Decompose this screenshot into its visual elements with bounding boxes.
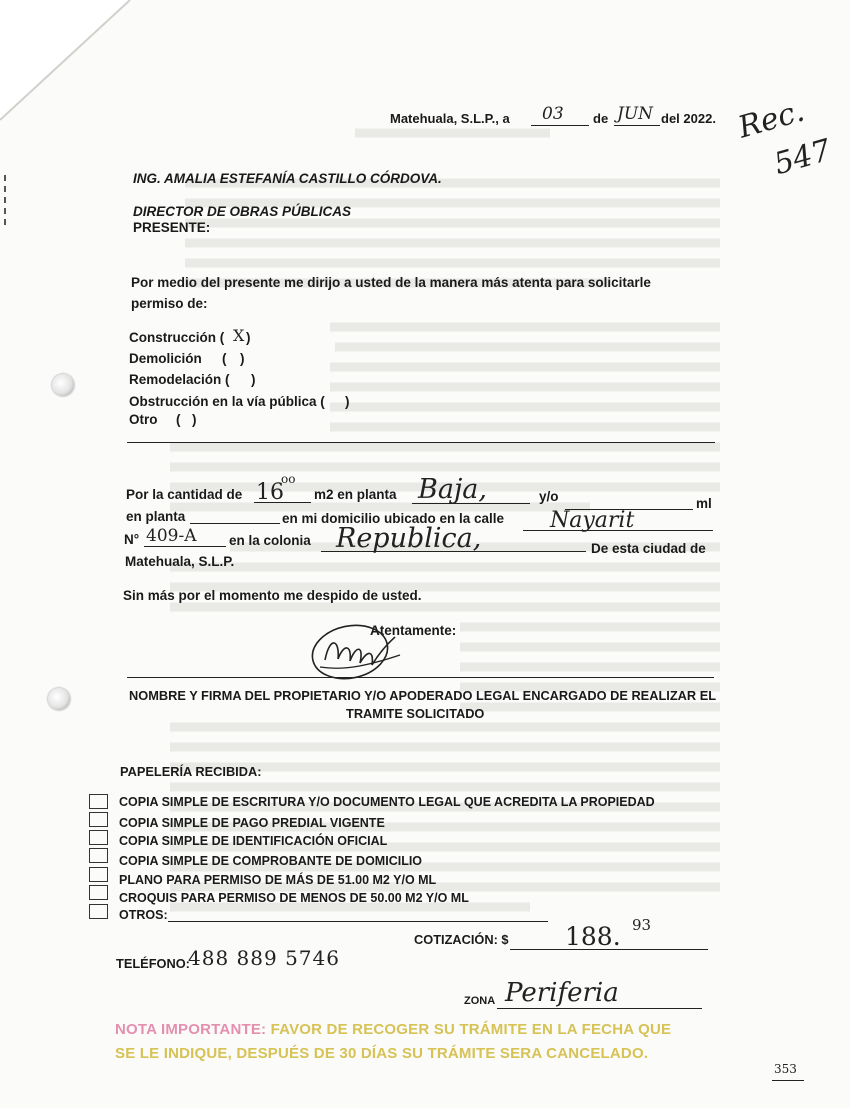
signature [300,615,410,685]
despedida: Sin más por el momento me despido de usted. [123,588,422,603]
en-planta-line[interactable] [190,523,280,524]
folded-corner [0,0,140,130]
nota-label: NOTA IMPORTANTE: [115,1021,267,1038]
ciudad-label: De esta ciudad de [591,541,706,556]
numero-label: N° [124,532,140,547]
zona-line[interactable] [497,1008,702,1009]
construccion-close: ) [246,330,251,345]
cotizacion-value: 188. [565,922,621,951]
doc-item-otros: OTROS: [119,908,168,922]
nota-line-1 [115,1021,671,1038]
checkbox-escritura[interactable] [89,794,108,809]
telefono-label: TELÉFONO: [116,956,190,971]
demolicion-close: ) [240,351,245,366]
colonia-label: en la colonia [229,533,311,548]
checkbox-identificacion[interactable] [89,830,108,845]
checkbox-plano[interactable] [89,867,108,882]
date-de: de [593,111,609,126]
intro-line-1: Por medio del presente me dirijo a usted de la manera más atenta para solicitarle [131,275,651,290]
permit-type-obstruccion[interactable]: Obstrucción en la vía pública ( [129,394,325,409]
addressee-title: DIRECTOR DE OBRAS PÚBLICAS [133,204,352,219]
atentamente: Atentamente: [370,623,457,638]
place-date-prefix: Matehuala, S.L.P., a [390,111,510,126]
permit-type-construccion[interactable]: Construcción ( [129,330,225,345]
checkbox-croquis[interactable] [89,885,108,900]
cotizacion-cents: 93 [632,916,652,934]
calle-value: Nayarit [550,508,635,533]
yo-label: y/o [539,489,559,504]
numero-value: 409-A [146,526,197,546]
addressee-name: ING. AMALIA ESTEFANÍA CASTILLO CÓRDOVA. [133,171,442,186]
otro-close: ) [192,412,197,427]
telefono-value: 488 889 5746 [188,946,340,970]
intro-line-2: permiso de: [131,296,208,311]
obstruccion-close: ) [345,394,350,409]
nota-text-2: SE LE INDIQUE, DESPUÉS DE 30 DÍAS SU TRÁMITE SERA CANCELADO. [115,1045,649,1062]
signer-line-2: TRAMITE SOLICITADO [346,706,485,721]
doc-item-domicilio: COPIA SIMPLE DE COMPROBANTE DE DOMICILIO [119,854,423,868]
month-value: JUN [617,104,654,124]
otro-line[interactable] [127,442,715,443]
numero-line[interactable] [144,546,226,547]
left-edge-mark [4,175,14,225]
signature-line[interactable] [127,677,714,678]
en-planta-label: en planta [126,509,186,524]
cotizacion-label: COTIZACIÓN: $ [414,932,509,947]
permit-type-otro[interactable]: Otro [129,412,158,427]
doc-item-croquis: CROQUIS PARA PERMISO DE MENOS DE 50.00 M2 Y/O ML [119,891,469,905]
remodelacion-close: ) [251,372,256,387]
zona-label: ZONA [464,995,496,1007]
margin-note-number: 547 [770,132,835,183]
colonia-value: Republica, [336,523,482,554]
permit-type-remodelacion[interactable]: Remodelación ( [129,372,230,387]
day-value: 03 [542,104,564,124]
permit-type-demolicion[interactable]: Demolición [129,351,202,366]
planta-value: Baja, [418,474,487,505]
nota-line-2 [115,1045,648,1062]
checkbox-domicilio[interactable] [89,848,108,863]
doc-item-escritura: COPIA SIMPLE DE ESCRITURA Y/O DOCUMENTO LEGAL QUE ACREDITA LA PROPIEDAD [119,795,655,809]
checkbox-otros[interactable] [89,904,108,919]
cantidad-label: Por la cantidad de [126,487,243,502]
checkbox-predial[interactable] [89,812,108,827]
margin-note-rec: Rec. [734,93,809,146]
otro-open: ( [176,412,181,427]
page-mark: 353 [774,1062,797,1076]
nota-text-1: FAVOR DE RECOGER SU TRÁMITE EN LA FECHA QUE [270,1021,672,1038]
domicilio-label: en mi domicilio ubicado en la calle [282,511,505,526]
day-line [531,125,589,126]
m2-en-planta: m2 en planta [314,487,397,502]
doc-item-predial: COPIA SIMPLE DE PAGO PREDIAL VIGENTE [119,816,385,830]
zona-value: Periferia [505,978,619,1008]
month-line [614,125,660,126]
ml-label: ml [696,496,712,511]
papeleria-heading: PAPELERÍA RECIBIDA: [120,764,262,779]
addressee-presente: PRESENTE: [133,220,211,235]
demolicion-open: ( [222,351,227,366]
page-mark-underline [772,1080,804,1081]
signer-line-1: NOMBRE Y FIRMA DEL PROPIETARIO Y/O APODERADO LEGAL ENCARGADO DE REALIZAR EL [129,688,717,703]
year-suffix: del 2022. [661,111,716,126]
hole-punch-top [52,374,74,396]
ciudad-name: Matehuala, S.L.P. [125,554,235,569]
doc-item-plano: PLANO PARA PERMISO DE MÁS DE 51.00 M2 Y/O ML [119,873,437,887]
hole-punch-bottom [48,688,70,710]
cantidad-sup: oo [281,472,296,486]
cantidad-value: 16 [256,480,284,505]
doc-item-identificacion: COPIA SIMPLE DE IDENTIFICACIÓN OFICIAL [119,834,388,848]
construccion-mark: X [233,326,245,345]
otros-line[interactable] [168,921,548,922]
